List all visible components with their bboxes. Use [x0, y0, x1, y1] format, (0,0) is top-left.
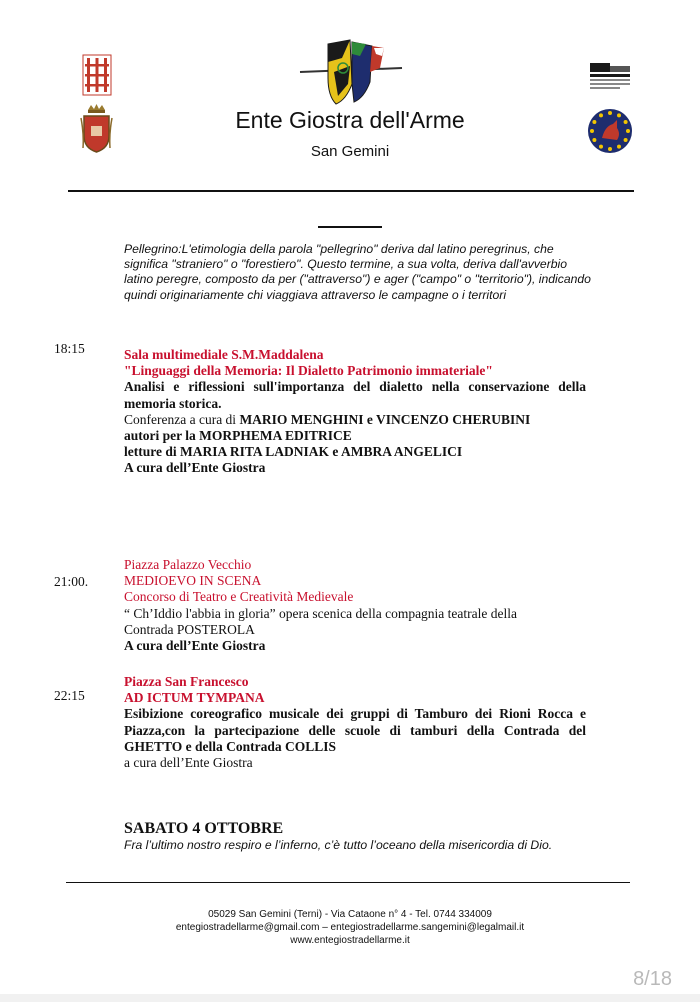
- event-location: Piazza San Francesco: [124, 674, 249, 689]
- conference-prefix: Conferenza a cura di: [124, 411, 240, 427]
- event-time: 21:00.: [54, 574, 89, 589]
- footer-website: www.entegiostradellarme.it: [290, 935, 410, 946]
- event-block: [124, 347, 586, 477]
- intro-text: Pellegrino:L'etimologia della parola "pellegrino" deriva dal latino peregrinus, che significa "straniero" o "forestiero". Questo termine, a sua volta, deriva dall'avverbio latino peregre, composto da per ("attraverso") e ager ("campo" o "territorio"), indicando quindi originariamente chi viaggiava attraverso le campagne o i territori: [124, 242, 591, 302]
- event-block: [124, 557, 586, 654]
- event-title: AD ICTUM TYMPANA: [124, 690, 265, 706]
- footer: [0, 908, 700, 947]
- header-divider: [68, 190, 634, 192]
- day-heading: SABATO 4 OTTOBRE: [124, 820, 284, 837]
- page-indicator: 8/18: [633, 968, 672, 990]
- event-authors: autori per la MORPHEMA EDITRICE: [124, 428, 352, 444]
- event-curated-by: A cura dell’Ente Giostra: [124, 460, 266, 476]
- event-curated-by: a cura dell’Ente Giostra: [124, 755, 253, 771]
- event-conference: [124, 412, 586, 428]
- event-description: Analisi e riflessioni sull'importanza del dialetto nella conservazione della memoria storica.: [124, 379, 586, 411]
- footer-address: 05029 San Gemini (Terni) - Via Cataone n° 4 - Tel. 0744 334009: [208, 909, 492, 920]
- federation-logo-icon: [586, 60, 634, 94]
- event-readings: letture di MARIA RITA LADNIAK e AMBRA ANGELICI: [124, 444, 463, 460]
- event-block: [124, 674, 586, 771]
- event-time: 22:15: [54, 688, 85, 703]
- event-subtitle: Concorso di Teatro e Creatività Medievale: [124, 589, 354, 605]
- viewer-bottom-bar: [0, 994, 700, 1002]
- page-subtitle: San Gemini: [310, 143, 390, 160]
- page-title: Ente Giostra dell'Arme: [235, 107, 465, 133]
- giostra-dell-arme-emblem-icon: [298, 38, 404, 108]
- event-description: Contrada POSTEROLA: [124, 621, 255, 637]
- day-quote: Fra l’ultimo nostro respiro e l’inferno, c’è tutto l’oceano della misericordia di Dio.: [124, 838, 553, 852]
- event-curated-by: A cura dell’Ente Giostra: [124, 638, 266, 654]
- event-time: 18:15: [54, 341, 85, 356]
- event-title: MEDIOEVO IN SCENA: [124, 573, 262, 589]
- short-divider: [318, 226, 382, 228]
- event-description: Esibizione coreografico musicale dei gruppi di Tamburo dei Rioni Rocca e Piazza,con la partecipazione delle scuole di tamburi della Contrada del GHETTO e della Contrada COLLIS: [124, 706, 586, 754]
- san-gemini-coat-of-arms-icon: [82, 54, 112, 96]
- footer-divider: [66, 882, 630, 883]
- footer-emails: entegiostradellarme@gmail.com – entegiostradellarme.sangemini@legalmail.it: [175, 922, 525, 933]
- conference-names: MARIO MENGHINI e VINCENZO CHERUBINI: [239, 411, 531, 427]
- event-description: “ Ch’Iddio l'abbia in gloria” opera scenica della compagnia teatrale della: [124, 605, 518, 621]
- event-location: Sala multimediale S.M.Maddalena: [124, 347, 324, 362]
- event-location: Piazza Palazzo Vecchio: [124, 557, 252, 572]
- event-title: "Linguaggi della Memoria: Il Dialetto Patrimonio immateriale": [124, 363, 493, 379]
